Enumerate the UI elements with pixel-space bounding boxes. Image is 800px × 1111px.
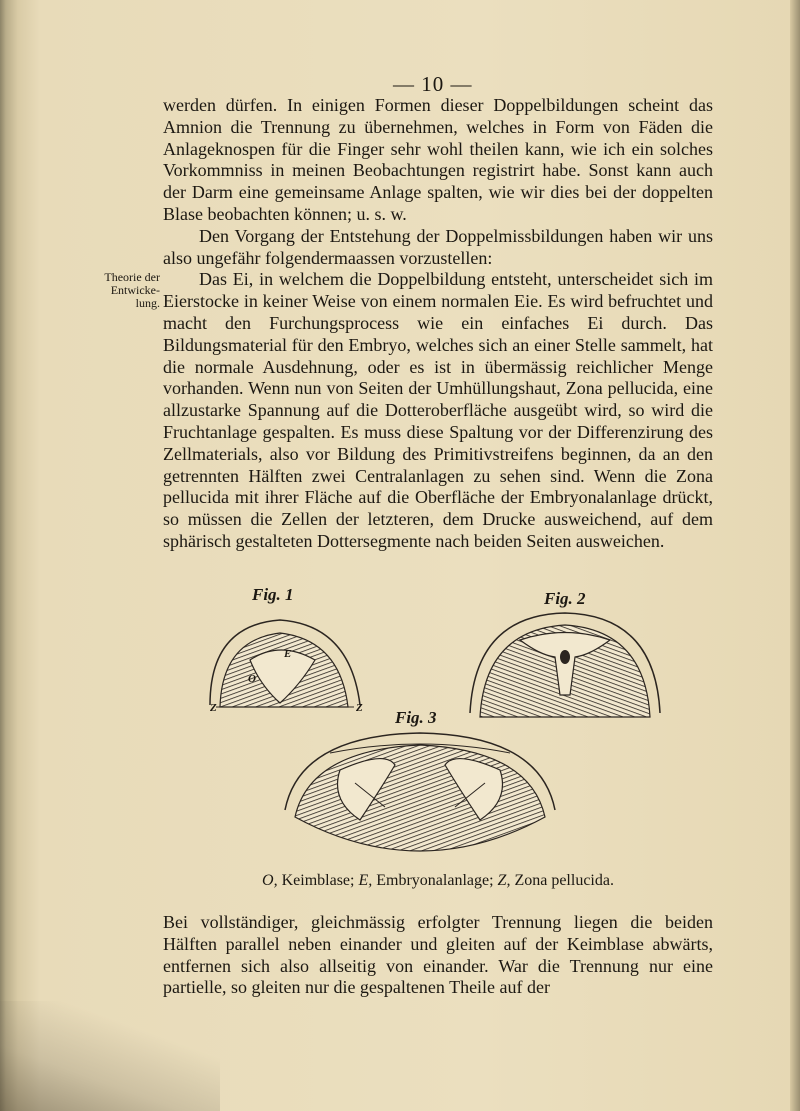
caption-o-text: Keimblase; — [277, 872, 359, 889]
figure-caption — [163, 872, 713, 890]
margin-note: Theorie der Entwicke-lung. — [104, 270, 160, 310]
figure-illustration — [180, 585, 690, 890]
caption-o-key: O, — [262, 872, 278, 889]
page-shadow — [0, 1001, 220, 1111]
letter-z-right: Z — [356, 702, 363, 714]
caption-z-key: Z, — [497, 872, 511, 889]
fig1-drawing — [210, 620, 360, 707]
paragraph: werden dürfen. In einigen Formen dieser Doppelbildungen scheint das Amnion die Trennung zu übernehmen, welches in Form von Fäden die Anlageknospen für die Finger sehr wohl theilen kann, wie ich ein solches Vorkommniss in meinen Beobachtungen registrirt habe. Sonst kann auch der Darm eine gemeinsame Anlage spalten, wie wir dies bei der doppelten Blase beobachten können; u. s. w. — [163, 95, 713, 224]
embryo-figure — [180, 585, 690, 890]
caption-z-text: Zona pellucida. — [510, 872, 614, 889]
letter-o: O — [248, 673, 256, 685]
paragraph: Bei vollständiger, gleichmässig erfolgter Trennung liegen die beiden Hälften parallel neben einander und gleiten auf der Keimblase abwärts, entfernen sich also allseitig von einander. War die Trennung nur eine partielle, so gleiten nur die gespaltenen Theile auf der — [163, 912, 713, 998]
fig3-drawing — [285, 733, 555, 851]
text-block-bottom — [163, 912, 713, 999]
letter-z-left: Z — [210, 702, 217, 714]
page-number: — 10 — — [393, 72, 473, 96]
paragraph: Den Vorgang der Entstehung der Doppelmissbildungen haben wir uns also ungefähr folgendermaassen vorzustellen: — [163, 225, 713, 268]
fig1-label: Fig. 1 — [252, 585, 294, 604]
fig2-label: Fig. 2 — [544, 589, 586, 608]
caption-e-text: Embryonalanlage; — [372, 872, 498, 889]
text-block-top — [163, 95, 713, 553]
fig3-label: Fig. 3 — [395, 708, 437, 727]
caption-e-key: E, — [358, 872, 373, 889]
paragraph: Das Ei, in welchem die Doppelbildung entsteht, unterscheidet sich im Eierstocke in keiner Weise von einem normalen Eie. Es wird befruchtet und macht den Furchungsprocess wie ein einfaches Ei durch. Das Bildungsmaterial für den Embryo, welches sich an einer Stelle sammelt, hat die normale Ausdehnung, oder es ist in übermässig reichlicher Menge vorhanden. Wenn nun von Seiten der Umhüllungshaut, Zona pellucida, eine allzustarke Spannung auf die Dotteroberfläche ausgeübt wird, so wird die Fruchtanlage gespalten. Es muss diese Spaltung vor der Differenzirung des Zellmaterials, also vor Bildung des Primitivstreifens beginnen, da an den getrennten Hälften zwei Centralanlagen zu sehen sind. Wenn die Zona pellucida mit ihrer Fläche auf die Oberfläche der Embryonalanlage drückt, so müssen die Zellen der letzteren, dem Drucke ausweichend, auf dem sphärisch gestalteten Dottersegmente nach beiden Seiten ausweichen. — [163, 269, 713, 551]
letter-e: E — [284, 648, 292, 660]
page-edge — [790, 0, 800, 1111]
fig2-drawing — [470, 613, 660, 717]
